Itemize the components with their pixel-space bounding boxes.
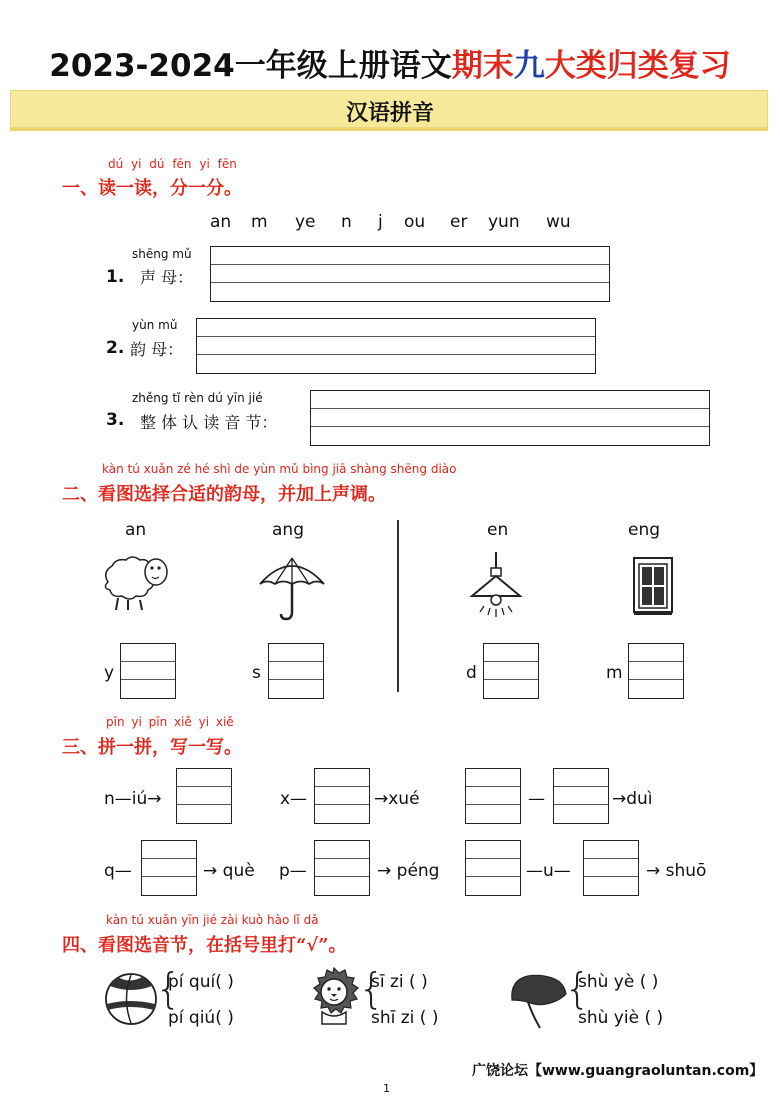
lamp-icon	[468, 552, 524, 618]
item3-pinyin: zhěng tǐ rèn dú yīn jié	[132, 391, 263, 405]
leaf-option-2[interactable]: shù yiè ( )	[578, 1008, 664, 1028]
r2-b: → què	[203, 861, 255, 881]
letter: yun	[488, 212, 520, 232]
item2-number: 2.	[106, 338, 125, 358]
s1-heading: 一、读一读，分一分。	[62, 178, 242, 199]
r2-box3[interactable]	[465, 840, 521, 896]
answer-box-m[interactable]	[628, 643, 684, 699]
lion-option-2[interactable]: shī zi ( )	[371, 1008, 439, 1028]
letter: m	[251, 212, 268, 232]
initial-m: m	[606, 663, 623, 683]
ball-option-2[interactable]: pí qiú( )	[168, 1008, 234, 1028]
item3-writing-lines[interactable]	[310, 390, 710, 446]
option-an: an	[125, 520, 147, 540]
letter: j	[378, 212, 383, 232]
title-part2: 期末	[451, 48, 514, 84]
door-icon	[632, 556, 674, 616]
r1-box4[interactable]	[553, 768, 609, 824]
option-en: en	[487, 520, 509, 540]
r2-box2[interactable]	[314, 840, 370, 896]
option-eng: eng	[628, 520, 661, 540]
s1-pinyin: dú yi dú fēn yi fēn	[108, 157, 237, 171]
s4-heading: 四、看图选音节，在括号里打“√”。	[62, 935, 347, 956]
footer-source: 广饶论坛【www.guangraoluntan.com】	[472, 1063, 764, 1079]
r2-c: p—	[279, 861, 307, 881]
initial-s: s	[252, 663, 261, 683]
answer-box-y[interactable]	[120, 643, 176, 699]
leaf-option-1[interactable]: shù yè ( )	[578, 972, 659, 992]
leaf-icon	[506, 972, 570, 1032]
r1-b: x—	[280, 789, 308, 809]
r1-e: →duì	[612, 789, 653, 809]
letter: an	[210, 212, 232, 232]
item1-number: 1.	[106, 267, 125, 287]
s3-heading: 三、拼一拼，写一写。	[62, 737, 242, 758]
option-ang: ang	[272, 520, 304, 540]
r2-box4[interactable]	[583, 840, 639, 896]
r2-f: → shuō	[646, 861, 707, 881]
answer-box-s[interactable]	[268, 643, 324, 699]
page-title	[0, 40, 780, 85]
item2-label: 韵 母：	[130, 340, 184, 359]
item2-pinyin: yùn mǔ	[132, 318, 178, 332]
sheep-icon	[100, 552, 172, 614]
umbrella-icon	[257, 552, 327, 622]
title-part1: 2023-2024一年级上册语文	[49, 48, 452, 84]
item3-number: 3.	[106, 410, 125, 430]
letter: n	[341, 212, 352, 232]
letter: er	[450, 212, 468, 232]
item3-label: 整 体 认 读 音 节：	[140, 413, 278, 432]
letter: ou	[404, 212, 426, 232]
item1-label: 声 母：	[140, 268, 194, 287]
item1-writing-lines[interactable]	[210, 246, 610, 302]
ball-icon	[104, 972, 158, 1026]
brace-3: {	[564, 964, 591, 1013]
r1-a: n—iú→	[104, 789, 162, 809]
ball-option-1[interactable]: pí quí( )	[168, 972, 234, 992]
r1-box1[interactable]	[176, 768, 232, 824]
r2-a: q—	[104, 861, 132, 881]
initial-d: d	[466, 663, 477, 683]
s2-heading: 二、看图选择合适的韵母，并加上声调。	[62, 484, 386, 505]
r1-box3[interactable]	[465, 768, 521, 824]
banner-title: 汉语拼音	[345, 101, 434, 126]
lion-option-1[interactable]: sī zi ( )	[371, 972, 428, 992]
r1-d: —	[528, 789, 545, 809]
title-part3: 九	[513, 48, 545, 84]
initial-y: y	[104, 663, 115, 683]
title-part4: 大类归类复习	[544, 48, 731, 84]
s4-pinyin: kàn tú xuǎn yīn jié zài kuò hào lǐ dǎ	[106, 913, 319, 927]
answer-box-d[interactable]	[483, 643, 539, 699]
item1-pinyin: shēng mǔ	[132, 247, 192, 261]
r2-d: → péng	[377, 861, 440, 881]
divider	[397, 520, 399, 692]
brace-2: {	[358, 964, 385, 1013]
letter: ye	[295, 212, 316, 232]
lion-icon	[304, 966, 364, 1028]
item2-writing-lines[interactable]	[196, 318, 596, 374]
r1-c: →xué	[374, 789, 420, 809]
r2-e: —u—	[526, 861, 571, 881]
r1-box2[interactable]	[314, 768, 370, 824]
brace-1: {	[155, 964, 182, 1013]
s3-pinyin: pīn yi pīn xiě yi xiě	[106, 715, 234, 729]
r2-box1[interactable]	[141, 840, 197, 896]
s2-pinyin: kàn tú xuǎn zé hé shì de yùn mǔ bìng jiā shàng shēng diào	[102, 462, 457, 476]
letter: wu	[546, 212, 571, 232]
page-number: 1	[383, 1082, 390, 1095]
banner-underline	[10, 128, 768, 131]
